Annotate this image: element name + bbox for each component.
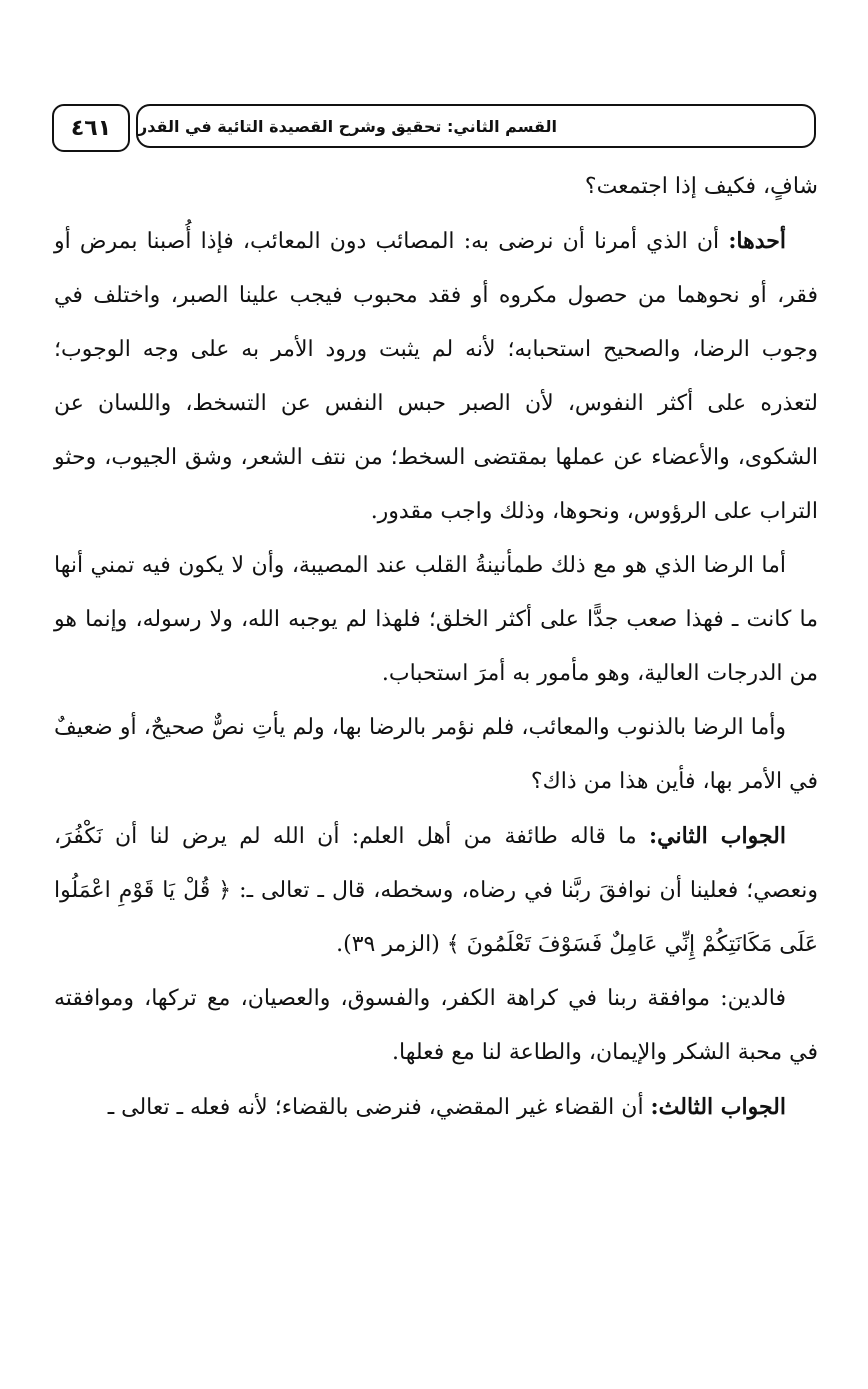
paragraph-religion	[54, 972, 818, 1080]
paragraph-first-answer	[54, 214, 818, 539]
paragraph-lead: الجواب الثالث:	[650, 1094, 786, 1120]
paragraph-text: فالدين: موافقة ربنا في كراهة الكفر، والفسوق، والعصيان، مع تركها، وموافقته في محبة الشكر والإيمان، والطاعة لنا مع فعلها.	[54, 986, 818, 1065]
paragraph-text: أن القضاء غير المقضي، فنرضى بالقضاء؛ لأنه فعله ـ تعالى ـ	[107, 1095, 651, 1120]
page-header	[52, 104, 820, 150]
paragraph-contentment	[54, 539, 818, 701]
paragraph-text: ما قاله طائفة من أهل العلم: أن الله لم يرض لنا أن نَكْفُرَ، ونعصي؛ فعلينا أن نوافقَ ربَّنا في رضاه، وسخطه، قال ـ تعالى ـ: ﴿ قُلْ يَا قَوْمِ اعْمَلُوا عَلَى مَكَانَتِكُمْ إِنِّي عَامِلٌ فَسَوْفَ تَعْلَمُونَ ﴾ (الزمر ٣٩).	[54, 824, 818, 957]
paragraph-sins	[54, 701, 818, 809]
paragraph-text: أن الذي أمرنا أن نرضى به: المصائب دون المعائب، فإذا أُصبنا بمرض أو فقر، أو نحوهما من حصول مكروه أو فقد محبوب فيجب علينا الصبر، واختلف في وجوب الرضا، والصحيح استحبابه؛ لأنه لم يثبت ورود الأمر به على وجه الوجوب؛ لتعذره على أكثر النفوس، لأن الصبر حبس النفس عن التسخط، واللسان عن الشكوى، والأعضاء عن عملها بمقتضى السخط؛ من نتف الشعر، وشق الجيوب، وحثو التراب على الرؤوس، ونحوها، وذلك واجب مقدور.	[54, 229, 818, 524]
paragraph-text: شافٍ، فكيف إذا اجتمعت؟	[584, 174, 818, 199]
paragraph-second-answer	[54, 809, 818, 972]
page-number: ٤٦١	[52, 104, 130, 152]
running-title: القسم الثاني: تحقيق وشرح القصيدة التائية في القدر	[136, 104, 816, 148]
paragraph-text: وأما الرضا بالذنوب والمعائب، فلم نؤمر بالرضا بها، ولم يأتِ نصٌّ صحيحٌ، أو ضعيفٌ في الأمر بها، فأين هذا من ذاك؟	[54, 715, 818, 794]
paragraph-third-answer	[54, 1080, 818, 1135]
page-body	[54, 160, 818, 1135]
paragraph-continuation	[54, 160, 818, 214]
paragraph-lead: الجواب الثاني:	[649, 823, 786, 849]
paragraph-lead: أحدها:	[728, 228, 786, 254]
paragraph-text: أما الرضا الذي هو مع ذلك طمأنينةُ القلب عند المصيبة، وأن لا يكون فيه تمني أنها ما كانت ـ فهذا صعب جدًّا على أكثر الخلق؛ فلهذا لم يوجبه الله، ولا رسوله، وإنما هو من الدرجات العالية، وهو مأمور به أمرَ استحباب.	[54, 553, 818, 686]
